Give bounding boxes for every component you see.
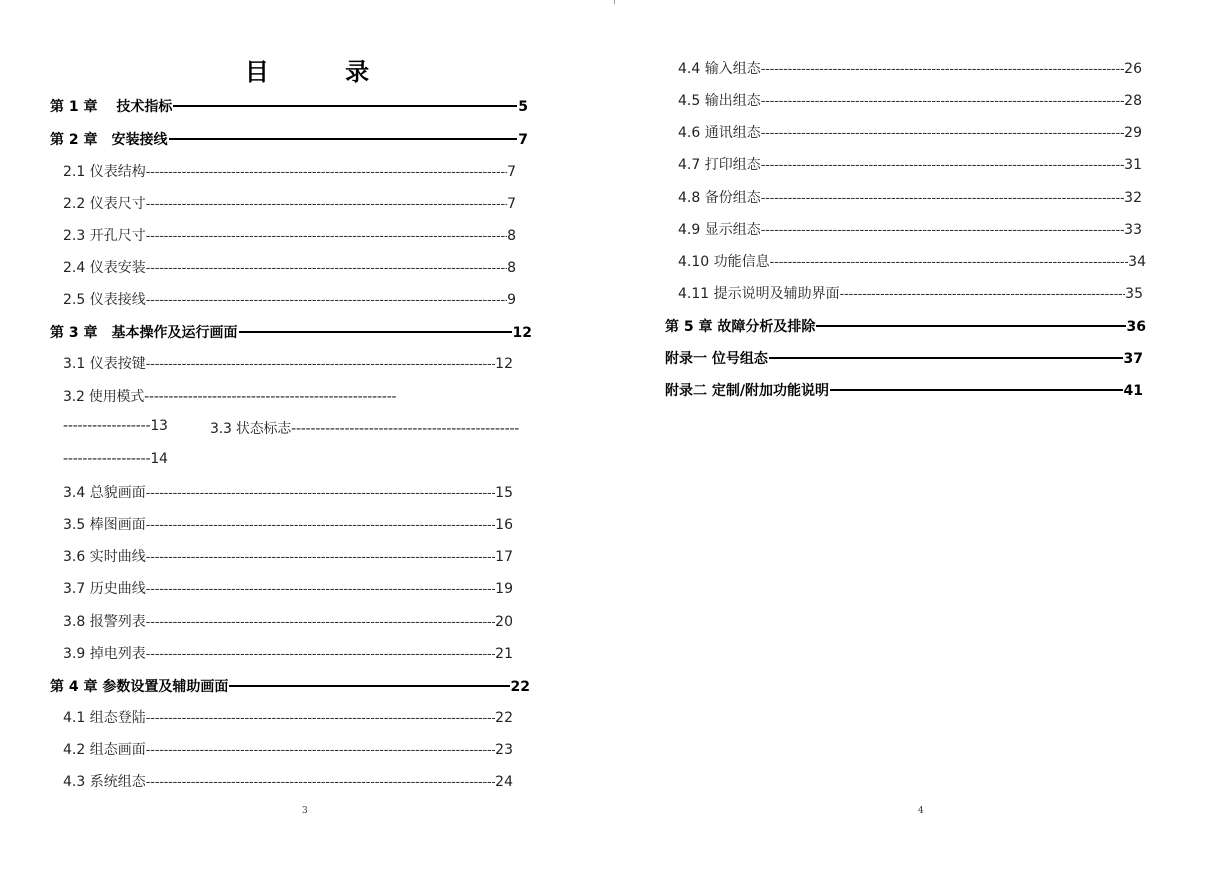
toc-entry-label: 第 4 章 参数设置及辅助画面 — [50, 679, 229, 695]
toc-leader — [761, 191, 1124, 206]
toc-leader — [146, 582, 495, 597]
toc-entry-page: 20 — [495, 614, 513, 630]
toc-entry-page: 12 — [495, 356, 513, 372]
toc-leader — [816, 325, 1125, 327]
toc-entry-label: 4.2 组态画面 — [63, 742, 146, 758]
toc-entry-page: 23 — [495, 742, 513, 758]
toc-leader — [146, 647, 495, 662]
toc-entry-page: 22 — [495, 710, 513, 726]
toc-entry-page: 8 — [507, 260, 516, 276]
toc-entry-2-2[interactable] — [63, 193, 516, 213]
toc-entry-label: 2.3 开孔尺寸 — [63, 228, 146, 244]
toc-entry-page: 26 — [1124, 61, 1142, 77]
toc-entry-page: 19 — [495, 581, 513, 597]
toc-entry-label: 4.9 显示组态 — [678, 222, 761, 238]
toc-entry-label: 4.11 提示说明及辅助界面 — [678, 286, 840, 302]
toc-entry-2-3[interactable] — [63, 225, 516, 245]
toc-entry-chapter-1[interactable] — [50, 96, 528, 116]
toc-entry-4-6[interactable] — [678, 122, 1142, 142]
page-right — [614, 0, 1228, 869]
toc-entry-label: 3.6 实时曲线 — [63, 549, 146, 565]
toc-entry-label: 3.8 报警列表 — [63, 614, 146, 630]
toc-entry-label: 第 5 章 故障分析及排除 — [665, 319, 816, 335]
toc-entry-3-2-line2[interactable]: ------------------13 — [63, 418, 168, 434]
toc-entry-label: 4.4 输入组态 — [678, 61, 761, 77]
toc-entry-chapter-5[interactable] — [665, 316, 1146, 336]
toc-leader — [146, 615, 495, 630]
toc-entry-4-8[interactable] — [678, 187, 1142, 207]
toc-entry-page: 5 — [518, 99, 528, 115]
toc-entry-4-9[interactable] — [678, 219, 1142, 239]
toc-entry-label: 2.2 仪表尺寸 — [63, 196, 146, 212]
toc-entry-page: 24 — [495, 774, 513, 790]
toc-entry-page: 8 — [507, 228, 516, 244]
toc-leader — [239, 331, 512, 333]
toc-entry-3-6[interactable] — [63, 546, 513, 566]
toc-entry-3-3-line2[interactable]: ------------------14 — [63, 451, 168, 467]
toc-entry-appendix-1[interactable] — [665, 348, 1143, 368]
toc-leader — [169, 138, 518, 140]
toc-entry-page: 7 — [507, 164, 516, 180]
toc-entry-label: 3.5 棒图画面 — [63, 517, 146, 533]
toc-leader — [146, 486, 495, 501]
toc-entry-label: 3.1 仪表按键 — [63, 356, 146, 372]
toc-entry-label: 3.9 掉电列表 — [63, 646, 146, 662]
toc-leader — [146, 711, 495, 726]
toc-entry-2-1[interactable] — [63, 161, 516, 181]
toc-entry-label: 4.10 功能信息 — [678, 254, 770, 270]
toc-leader — [229, 685, 509, 687]
toc-entry-label: 4.3 系统组态 — [63, 774, 146, 790]
toc-entry-label: 4.7 打印组态 — [678, 157, 761, 173]
toc-entry-page: 17 — [495, 549, 513, 565]
toc-leader — [770, 255, 1129, 270]
toc-entry-label: 2.4 仪表安装 — [63, 260, 146, 276]
toc-entry-page: 21 — [495, 646, 513, 662]
toc-leader — [146, 229, 507, 244]
toc-entry-4-4[interactable] — [678, 58, 1142, 78]
toc-leader — [146, 550, 495, 565]
toc-entry-label: 3.4 总貌画面 — [63, 485, 146, 501]
toc-entry-page: 37 — [1123, 351, 1143, 367]
toc-entry-label: 2.5 仪表接线 — [63, 292, 146, 308]
toc-entry-page: 29 — [1124, 125, 1142, 141]
toc-entry-3-2-line1[interactable]: 3.2 使用模式---------------------------------------------------- — [63, 389, 397, 405]
toc-entry-appendix-2[interactable] — [665, 380, 1143, 400]
toc-entry-chapter-4[interactable] — [50, 676, 530, 696]
toc-leader — [761, 126, 1124, 141]
toc-entry-page: 35 — [1125, 286, 1143, 302]
toc-entry-page: 36 — [1126, 319, 1146, 335]
toc-entry-4-5[interactable] — [678, 90, 1142, 110]
toc-leader — [146, 357, 495, 372]
toc-entry-4-10[interactable] — [678, 251, 1146, 271]
toc-entry-label: 第 2 章 安装接线 — [50, 132, 168, 148]
toc-entry-label: 4.6 通讯组态 — [678, 125, 761, 141]
toc-entry-page: 16 — [495, 517, 513, 533]
toc-entry-page: 33 — [1124, 222, 1142, 238]
toc-entry-4-2[interactable] — [63, 739, 513, 759]
toc-entry-label: 第 3 章 基本操作及运行画面 — [50, 325, 238, 341]
toc-leader — [146, 743, 495, 758]
toc-leader — [761, 223, 1124, 238]
toc-entry-4-3[interactable] — [63, 771, 513, 791]
toc-entry-chapter-3[interactable] — [50, 322, 532, 342]
toc-entry-label: 附录二 定制/附加功能说明 — [665, 383, 829, 399]
toc-entry-label: 3.7 历史曲线 — [63, 581, 146, 597]
toc-entry-label: 附录一 位号组态 — [665, 351, 768, 367]
toc-entry-page: 15 — [495, 485, 513, 501]
toc-leader — [146, 775, 495, 790]
toc-entry-3-8[interactable] — [63, 611, 513, 631]
toc-leader — [761, 62, 1124, 77]
toc-entry-page: 32 — [1124, 190, 1142, 206]
toc-leader — [146, 197, 507, 212]
toc-entry-2-4[interactable] — [63, 257, 516, 277]
toc-leader — [830, 389, 1123, 391]
toc-entry-label: 第 1 章 技术指标 — [50, 99, 173, 115]
toc-entry-page: 7 — [507, 196, 516, 212]
toc-leader — [769, 357, 1123, 359]
toc-entry-3-4[interactable] — [63, 482, 513, 502]
page-number-left: 3 — [302, 806, 308, 816]
toc-entry-label: 4.8 备份组态 — [678, 190, 761, 206]
toc-entry-page: 7 — [518, 132, 528, 148]
toc-leader — [146, 261, 507, 276]
toc-entry-3-1[interactable] — [63, 353, 513, 373]
toc-entry-page: 31 — [1124, 157, 1142, 173]
toc-entry-page: 22 — [510, 679, 530, 695]
toc-title: 目 录 — [244, 57, 404, 86]
toc-entry-page: 41 — [1123, 383, 1143, 399]
page-number-right: 4 — [918, 806, 924, 816]
toc-entry-label: 2.1 仪表结构 — [63, 164, 146, 180]
toc-entry-page: 28 — [1124, 93, 1142, 109]
toc-leader — [146, 518, 495, 533]
toc-entry-3-9[interactable] — [63, 643, 513, 663]
toc-entry-label: 4.5 输出组态 — [678, 93, 761, 109]
toc-entry-2-5[interactable] — [63, 289, 516, 309]
toc-entry-3-3-line1[interactable]: 3.3 状态标志----------------------------------------------- — [210, 421, 520, 437]
toc-leader — [146, 293, 507, 308]
toc-entry-4-7[interactable] — [678, 154, 1142, 174]
toc-leader — [146, 165, 507, 180]
toc-leader — [840, 287, 1126, 302]
toc-entry-3-7[interactable] — [63, 578, 513, 598]
toc-leader — [173, 105, 517, 107]
toc-entry-page: 12 — [512, 325, 532, 341]
toc-entry-3-5[interactable] — [63, 514, 513, 534]
toc-entry-page: 34 — [1128, 254, 1146, 270]
toc-entry-chapter-2[interactable] — [50, 129, 528, 149]
toc-entry-label: 4.1 组态登陆 — [63, 710, 146, 726]
toc-entry-4-11[interactable] — [678, 283, 1143, 303]
toc-entry-page: 9 — [507, 292, 516, 308]
toc-entry-4-1[interactable] — [63, 707, 513, 727]
toc-leader — [761, 94, 1124, 109]
toc-leader — [761, 158, 1124, 173]
